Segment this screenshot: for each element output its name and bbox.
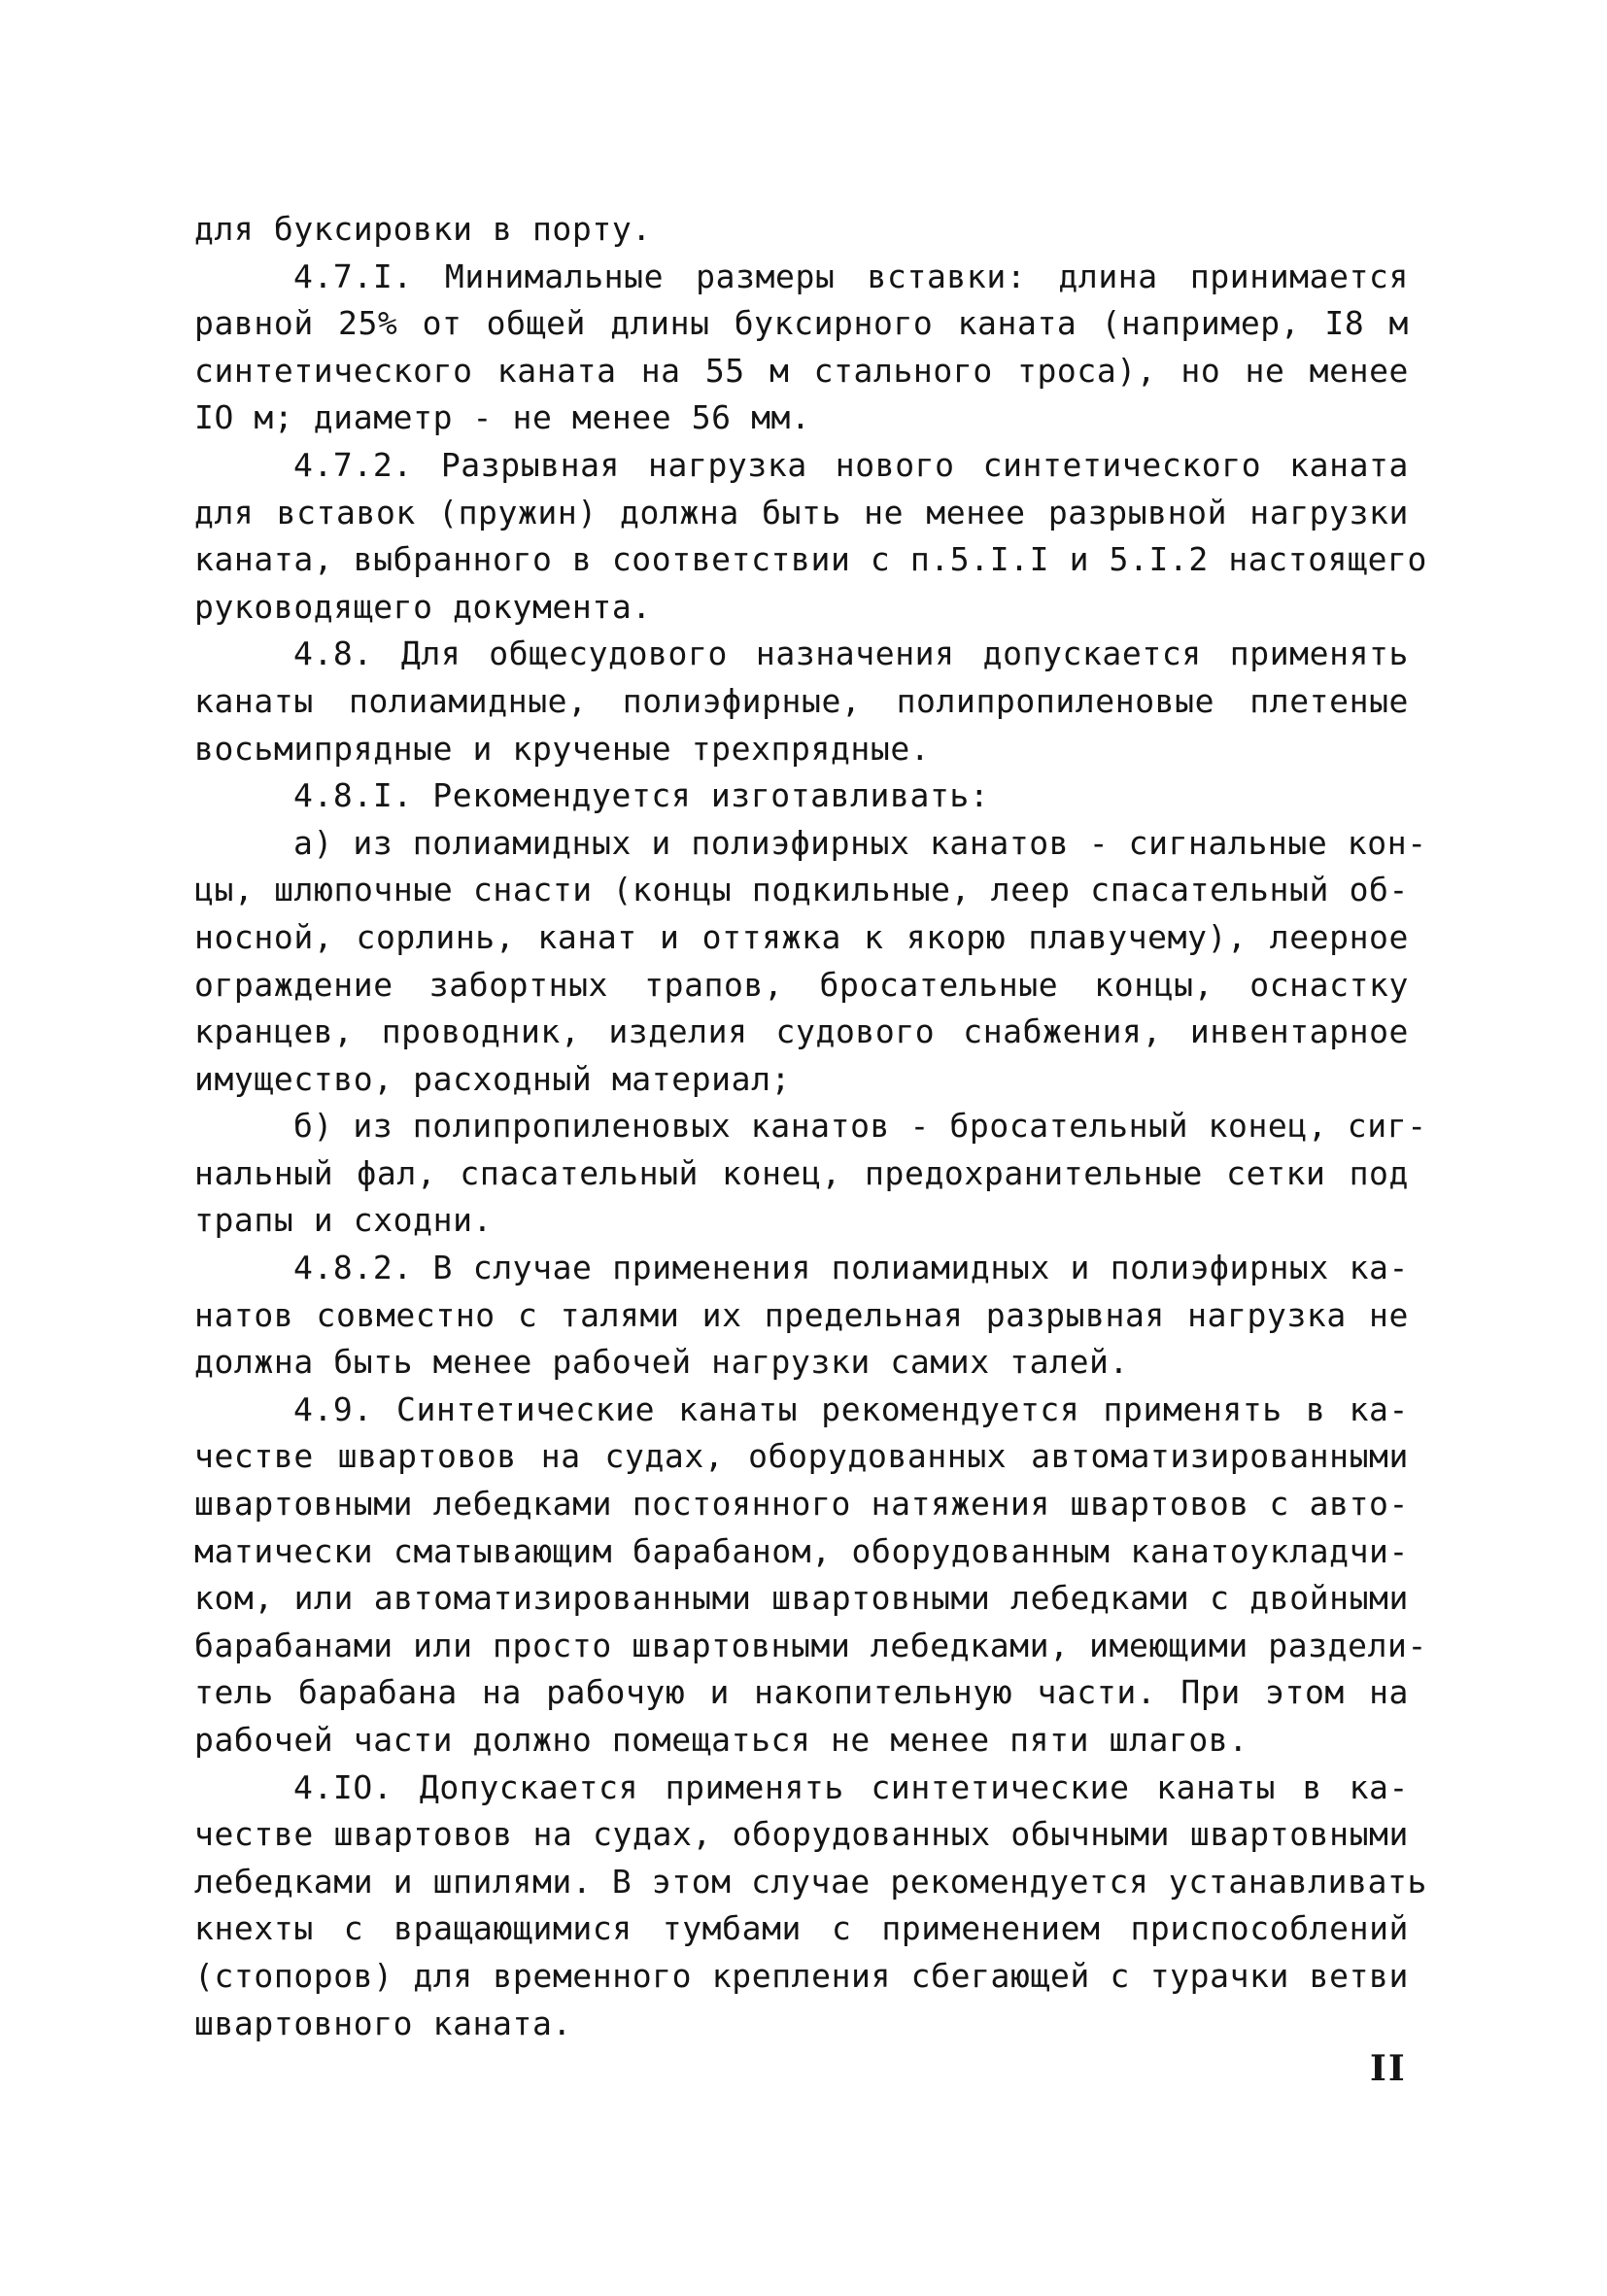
text-line: б) из полипропиленовых канатов - бросательный конец, сиг-: [293, 1107, 1427, 1146]
text-line: канаты полиамидные, полиэфирные, полипропиленовые плетеные: [194, 681, 1409, 720]
text-line: 4.7.I. Минимальные размеры вставки: длина принимается: [293, 257, 1409, 295]
text-line: IO м; диаметр - не менее 56 мм.: [194, 398, 811, 437]
text-line: синтетического каната на 55 м стального троса), но не менее: [194, 351, 1409, 390]
text-line: 4.7.2. Разрывная нагрузка нового синтетического каната: [293, 445, 1409, 484]
text-line: честве швартовов на судах, оборудованных обычными швартовными: [194, 1815, 1409, 1854]
text-line: восьмипрядные и крученые трехпрядные.: [194, 729, 931, 768]
text-line: каната, выбранного в соответствии с п.5.I.I и 5.I.2 настоящего: [194, 540, 1427, 579]
text-line: натов совместно с талями их предельная разрывная нагрузка не: [194, 1295, 1409, 1334]
text-line: (стопоров) для временного крепления сбегающей с турачки ветви: [194, 1956, 1409, 1995]
text-line: для буксировки в порту.: [194, 210, 652, 248]
text-line: лебедками и шпилями. В этом случае рекомендуется устанавливать: [194, 1862, 1427, 1901]
text-line: цы, шлюпочные снасти (концы подкильные, леер спасательный об-: [194, 871, 1409, 909]
text-line: 4.8. Для общесудового назначения допускается применять: [293, 634, 1409, 673]
text-line: 4.IO. Допускается применять синтетические канаты в ка-: [293, 1767, 1409, 1806]
text-line: равной 25% от общей длины буксирного каната (например, I8 м: [194, 304, 1409, 343]
text-line: честве швартовов на судах, оборудованных автоматизированными: [194, 1437, 1409, 1476]
text-line: для вставок (пружин) должна быть не менее разрывной нагрузки: [194, 493, 1409, 531]
text-line: рабочей части должно помещаться не менее пяти шлагов.: [194, 1721, 1248, 1759]
text-line: 4.8.2. В случае применения полиамидных и полиэфирных ка-: [293, 1249, 1409, 1287]
text-line: кранцев, проводник, изделия судового снабжения, инвентарное: [194, 1012, 1409, 1051]
text-line: матически сматывающим барабаном, оборудованным канатоукладчи-: [194, 1531, 1409, 1570]
text-line: ограждение забортных трапов, бросательные концы, оснастку: [194, 965, 1409, 1004]
page-number: II: [1370, 2048, 1407, 2089]
text-line: носной, сорлинь, канат и оттяжка к якорю плавучему), леерное: [194, 917, 1409, 956]
text-line: 4.9. Синтетические канаты рекомендуется применять в ка-: [293, 1389, 1409, 1428]
text-line: должна быть менее рабочей нагрузки самих талей.: [194, 1343, 1129, 1382]
text-line: руководящего документа.: [194, 587, 652, 626]
text-line: трапы и сходни.: [194, 1201, 494, 1240]
text-line: а) из полиамидных и полиэфирных канатов - сигнальные кон-: [293, 823, 1427, 862]
text-line: имущество, расходный материал;: [194, 1059, 792, 1098]
text-line: нальный фал, спасательный конец, предохранительные сетки под: [194, 1153, 1409, 1192]
text-line: швартовными лебедками постоянного натяжения швартовов с авто-: [194, 1485, 1409, 1524]
text-line: барабанами или просто швартовными лебедками, имеющими раздели-: [194, 1626, 1427, 1664]
text-line: 4.8.I. Рекомендуется изготавливать:: [293, 776, 990, 815]
body-text: [194, 206, 1427, 2047]
text-line: кнехты с вращающимися тумбами с применением приспособлений: [194, 1909, 1409, 1948]
text-line: тель барабана на рабочую и накопительную части. При этом на: [194, 1673, 1409, 1712]
text-line: ком, или автоматизированными швартовными лебедками с двойными: [194, 1579, 1409, 1618]
text-line: швартовного каната.: [194, 2004, 572, 2042]
